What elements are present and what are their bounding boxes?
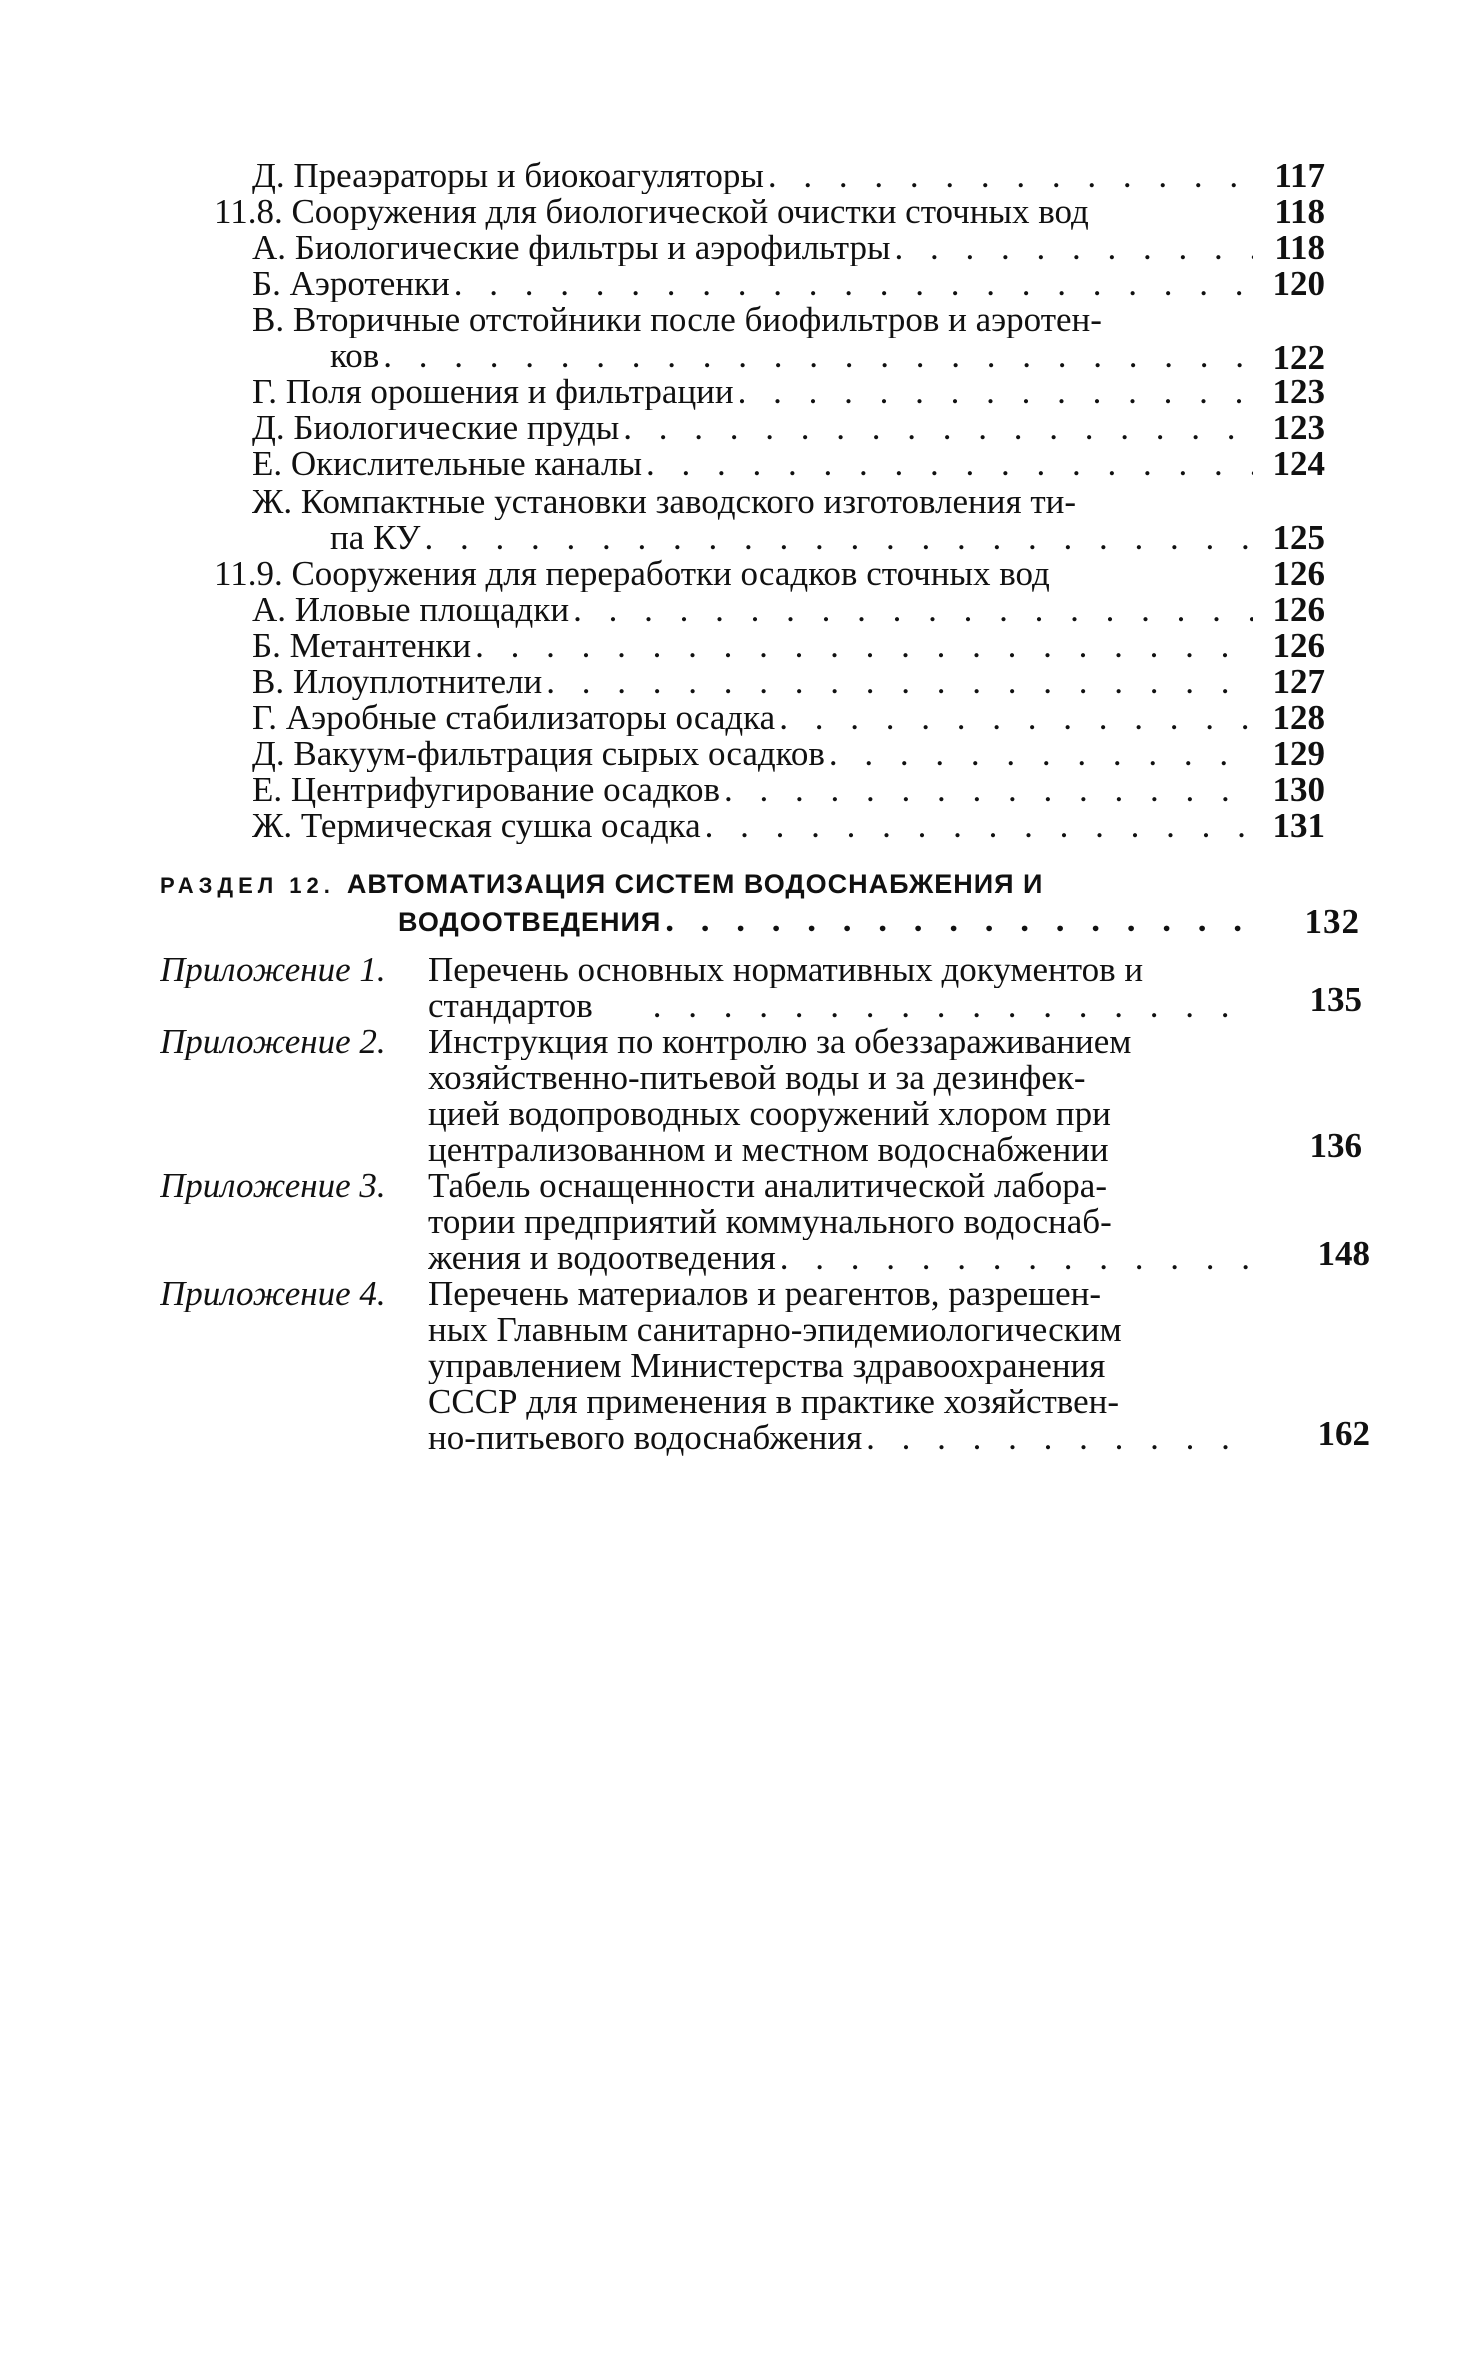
toc-entry[interactable]	[0, 194, 1476, 230]
toc-entry-page: 129	[1272, 734, 1325, 773]
appendix-label: Приложение 1.	[160, 952, 386, 988]
appendix-line: управлением Министерства здравоохранения	[428, 1348, 1106, 1384]
toc-entry[interactable]	[0, 808, 1476, 844]
toc-entry-label: 11.9. Сооружения для переработки осадков сточных вод	[214, 556, 1050, 592]
toc-entry-label: Г. Поля орошения и фильтрации	[252, 374, 734, 410]
toc-entry-page: 126	[1272, 626, 1325, 665]
toc-entry-page: 118	[1274, 228, 1325, 267]
section-label: РАЗДЕЛ 12.	[160, 873, 335, 898]
toc-entry-label: Д. Биологические пруды	[252, 410, 620, 446]
leader-dots	[866, 1420, 1251, 1456]
leader-dots	[768, 158, 1253, 194]
leader-dots	[546, 664, 1253, 700]
leader-dots	[665, 902, 1251, 938]
appendix-line: ных Главным санитарно-эпидемиологическим	[428, 1312, 1122, 1348]
toc-entry-label: А. Биологические фильтры и аэрофильтры	[252, 230, 891, 266]
toc-entry[interactable]	[0, 736, 1476, 772]
toc-entry-page: 122	[1272, 338, 1325, 377]
toc-entry-page: 131	[1272, 806, 1325, 845]
toc-entry[interactable]	[0, 700, 1476, 736]
toc-entry[interactable]	[0, 410, 1476, 446]
appendix-line: централизованном и местном водоснабжении	[428, 1132, 1109, 1168]
appendix-line: СССР для применения в практике хозяйствен-	[428, 1384, 1120, 1420]
appendix-line: Табель оснащенности аналитической лабора-	[428, 1168, 1107, 1204]
toc-entry-page: 126	[1272, 590, 1325, 629]
toc-entry-page: 123	[1272, 408, 1325, 447]
toc-entry-label-cont: па КУ	[330, 520, 421, 556]
toc-entry-label: Ж. Компактные установки заводского изготовления ти-	[252, 484, 1077, 520]
toc-entry-page: 125	[1272, 518, 1325, 557]
toc-entry-label: Д. Преаэраторы и биокоагуляторы	[252, 158, 764, 194]
toc-section-12[interactable]	[0, 866, 1476, 941]
leader-dots	[779, 700, 1253, 736]
toc-entry-label: 11.8. Сооружения для биологической очистки сточных вод	[214, 194, 1089, 230]
appendix-label: Приложение 4.	[160, 1276, 386, 1312]
toc-entry-label: Е. Центрифугирование осадков	[252, 772, 721, 808]
toc-entry-label: Д. Вакуум-фильтрация сырых осадков	[252, 736, 825, 772]
toc-entry[interactable]	[0, 628, 1476, 664]
leader-dots	[705, 808, 1253, 844]
leader-dots	[454, 266, 1253, 302]
toc-entry-page: 162	[1317, 1414, 1370, 1453]
toc-entry-label: Б. Метантенки	[252, 628, 472, 664]
toc-entry-page: 127	[1272, 662, 1325, 701]
toc-entry-label: Б. Аэротенки	[252, 266, 450, 302]
section-title-cont: ВОДООТВЕДЕНИЯ	[398, 907, 662, 937]
toc-entry-page: 117	[1274, 156, 1325, 195]
section-title: АВТОМАТИЗАЦИЯ СИСТЕМ ВОДОСНАБЖЕНИЯ И	[346, 869, 1044, 899]
toc-entry-page: 148	[1317, 1234, 1370, 1273]
appendix-line: Инструкция по контролю за обеззараживанием	[428, 1024, 1132, 1060]
leader-dots	[646, 446, 1253, 482]
appendix-line: Перечень материалов и реагентов, разрешен-	[428, 1276, 1101, 1312]
toc-entry[interactable]	[0, 484, 1476, 556]
leader-dots	[829, 736, 1253, 772]
toc-entry[interactable]	[0, 266, 1476, 302]
appendix-line: жения и водоотведения	[428, 1240, 776, 1276]
appendix-label: Приложение 3.	[160, 1168, 386, 1204]
appendix-label: Приложение 2.	[160, 1024, 386, 1060]
appendix-line: цией водопроводных сооружений хлором при	[428, 1096, 1111, 1132]
toc-entry-page: 124	[1272, 444, 1325, 483]
toc-appendix-2[interactable]	[0, 1024, 1476, 1168]
toc-entry[interactable]	[0, 664, 1476, 700]
leader-dots	[653, 988, 1251, 1024]
toc-entry-label: Ж. Термическая сушка осадка	[252, 808, 701, 844]
appendix-line: но-питьевого водоснабжения	[428, 1420, 863, 1456]
toc-appendix-4[interactable]	[0, 1276, 1476, 1456]
leader-dots	[724, 772, 1253, 808]
toc-entry-page: 118	[1274, 192, 1325, 231]
leader-dots	[424, 520, 1253, 556]
leader-dots	[383, 338, 1253, 374]
toc-entry[interactable]	[0, 446, 1476, 482]
appendix-line: стандартов	[428, 988, 593, 1024]
appendix-line: хозяйственно-питьевой воды и за дезинфек-	[428, 1060, 1086, 1096]
toc-entry[interactable]	[0, 556, 1476, 592]
toc-entry-label: А. Иловые площадки	[252, 592, 570, 628]
toc-entry-page: 123	[1272, 372, 1325, 411]
toc-appendix-3[interactable]	[0, 1168, 1476, 1276]
toc-entry[interactable]	[0, 772, 1476, 808]
toc-entry-page: 120	[1272, 264, 1325, 303]
toc-entry-page: 132	[1304, 902, 1360, 941]
toc-entry-page: 130	[1272, 770, 1325, 809]
leader-dots	[573, 592, 1253, 628]
leader-dots	[895, 230, 1253, 266]
appendix-line: Перечень основных нормативных документов и	[428, 952, 1144, 988]
toc-entry-page: 128	[1272, 698, 1325, 737]
leader-dots	[475, 628, 1253, 664]
toc-entry-label-cont: ков	[330, 338, 380, 374]
toc-entry-label: В. Вторичные отстойники после биофильтров и аэротен-	[252, 302, 1102, 338]
toc-appendix-1[interactable]	[0, 952, 1476, 1024]
toc-entry-page: 135	[1309, 980, 1362, 1019]
toc-entry-page: 126	[1272, 554, 1325, 593]
toc-entry[interactable]	[0, 302, 1476, 377]
toc-entry[interactable]	[0, 230, 1476, 266]
toc-entry[interactable]	[0, 158, 1476, 194]
toc-entry-label: Е. Окислительные каналы	[252, 446, 642, 482]
toc-entry-label: В. Илоуплотнители	[252, 664, 543, 700]
leader-dots	[780, 1240, 1251, 1276]
toc-entry-label: Г. Аэробные стабилизаторы осадка	[252, 700, 776, 736]
leader-dots	[738, 374, 1253, 410]
toc-entry[interactable]	[0, 374, 1476, 410]
toc-entry-page: 136	[1309, 1126, 1362, 1165]
leader-dots	[623, 410, 1253, 446]
appendix-line: тории предприятий коммунального водоснаб-	[428, 1204, 1112, 1240]
toc-entry[interactable]	[0, 592, 1476, 628]
